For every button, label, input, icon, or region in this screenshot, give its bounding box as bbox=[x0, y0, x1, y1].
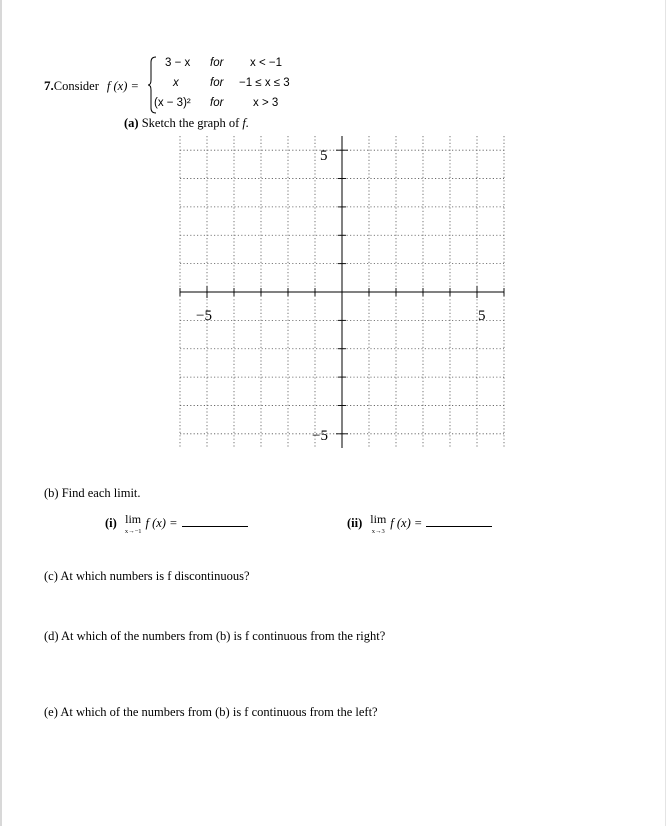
page-right-edge bbox=[665, 0, 666, 826]
part-c bbox=[44, 569, 250, 584]
limit-i bbox=[105, 514, 248, 536]
limit-ii-lim: lim bbox=[370, 512, 387, 526]
piece-1-for: for bbox=[210, 57, 224, 69]
part-d-text: At which of the numbers from (b) is f continuous from the right? bbox=[61, 629, 386, 643]
piece-3-cond: x > 3 bbox=[253, 97, 279, 109]
y-tick-label-neg5: −5 bbox=[312, 428, 328, 444]
piece-3-expr: (x − 3)² bbox=[154, 97, 191, 109]
x-tick-label-neg5: −5 bbox=[196, 308, 212, 324]
limit-ii-answer-blank[interactable] bbox=[426, 516, 492, 527]
problem-statement bbox=[44, 77, 139, 95]
limit-ii-sub: x→3 bbox=[371, 528, 385, 535]
part-c-text: At which numbers is f discontinuous? bbox=[60, 569, 250, 583]
piece-1-expr: 3 − x bbox=[165, 57, 191, 69]
part-b-label: (b) bbox=[44, 486, 59, 500]
part-e bbox=[44, 705, 378, 720]
y-tick-label-5: 5 bbox=[320, 148, 328, 164]
part-d-label: (d) bbox=[44, 629, 59, 643]
limit-i-expr: f (x) = bbox=[145, 516, 178, 530]
coordinate-grid[interactable] bbox=[170, 124, 510, 456]
limit-i-label: (i) bbox=[105, 516, 117, 530]
limit-i-sub: x→−1 bbox=[124, 528, 142, 535]
piece-2-cond: −1 ≤ x ≤ 3 bbox=[239, 77, 290, 89]
piece-2-for: for bbox=[210, 77, 224, 89]
part-e-label: (e) bbox=[44, 705, 58, 719]
limit-i-lim: lim bbox=[125, 512, 142, 526]
part-a-f: f. bbox=[242, 116, 249, 130]
part-a-text: Sketch the graph of bbox=[141, 116, 240, 130]
piece-3-for: for bbox=[210, 97, 224, 109]
limit-ii-expr: f (x) = bbox=[390, 516, 423, 530]
limit-i-operator bbox=[125, 514, 142, 536]
part-b bbox=[44, 486, 141, 501]
axes bbox=[180, 136, 504, 448]
problem-number: 7. bbox=[44, 78, 54, 93]
piece-2-expr: x bbox=[173, 77, 179, 89]
part-d bbox=[44, 629, 385, 644]
x-tick-label-5: 5 bbox=[478, 308, 486, 324]
piece-1-cond: x < −1 bbox=[250, 57, 282, 69]
part-e-text: At which of the numbers from (b) is f continuous from the left? bbox=[60, 705, 378, 719]
function-label: f (x) = bbox=[106, 79, 139, 93]
part-a-label: (a) bbox=[124, 116, 139, 130]
limit-ii-operator bbox=[370, 514, 386, 536]
part-b-text: Find each limit. bbox=[61, 486, 141, 500]
consider-word: Consider bbox=[53, 79, 99, 93]
limit-i-answer-blank[interactable] bbox=[182, 516, 248, 527]
page-left-edge bbox=[0, 0, 2, 826]
limit-ii bbox=[347, 514, 492, 536]
part-c-label: (c) bbox=[44, 569, 58, 583]
limit-ii-label: (ii) bbox=[347, 516, 363, 530]
